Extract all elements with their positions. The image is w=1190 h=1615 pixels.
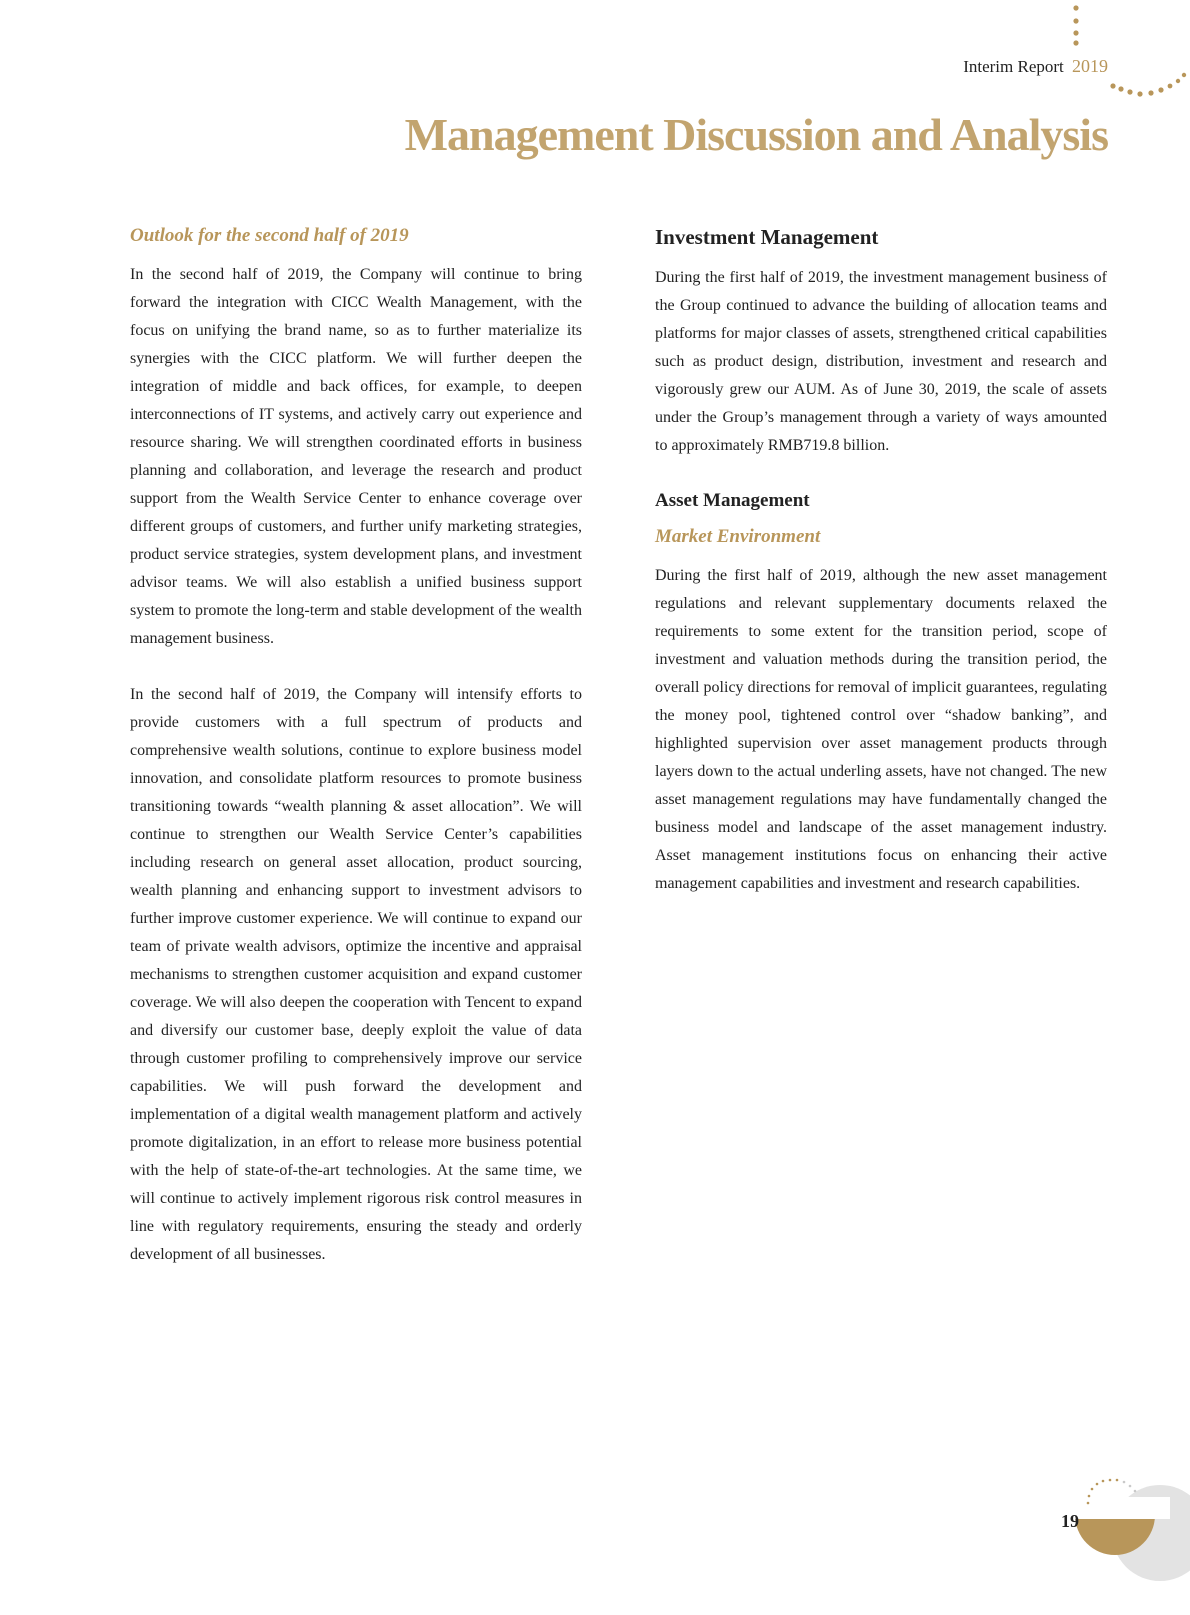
investment-management-heading: Investment Management <box>655 225 879 249</box>
right-column <box>655 225 1107 898</box>
asset-management-paragraph: During the first half of 2019, although the new asset management regulations and relevant supplementary documents relaxed the requirements to some extent for the transition period, scope of investment and valuation methods during the transition period, the overall policy directions for removal of implicit guarantees, regulating the money pool, tightened control over “shadow banking”, and highlighted supervision over asset management products through layers down to the actual underling assets, have not changed. The new asset management regulations may have fundamentally changed the business model and landscape of the asset management industry. Asset management institutions focus on enhancing their active management capabilities and investment and research capabilities. <box>655 567 1107 892</box>
page-corner-decoration <box>1070 1475 1190 1615</box>
left-column <box>130 225 582 1269</box>
asset-management-heading: Asset Management <box>655 490 810 511</box>
page-title: Management Discussion and Analysis <box>404 109 1108 160</box>
report-header <box>963 56 1108 77</box>
report-label: Interim Report <box>963 57 1064 76</box>
investment-management-paragraph: During the first half of 2019, the investment management business of the Group continued to advance the building of allocation teams and platforms for major classes of assets, strengthened critical capabilities such as product design, distribution, investment and research and vigorously grew our AUM. As of June 30, 2019, the scale of assets under the Group’s management through a variety of ways amounted to approximately RMB719.8 billion. <box>655 269 1107 454</box>
market-environment-subheading: Market Environment <box>655 526 821 547</box>
page-number: 19 <box>1061 1511 1079 1531</box>
dotted-arc-decoration <box>1060 0 1190 110</box>
outlook-paragraph-1: In the second half of 2019, the Company will continue to bring forward the integration with CICC Wealth Management, with the focus on unifying the brand name, so as to further materialize its synergies with the CICC platform. We will further deepen the integration of middle and back offices, for example, to deepen interconnections of IT systems, and actively carry out experience and resource sharing. We will strengthen coordinated efforts in business planning and collaboration, and leverage the research and product support from the Wealth Service Center to enhance coverage over different groups of customers, and further unify marketing strategies, product service strategies, system development plans, and investment advisor teams. We will also establish a unified business support system to promote the long-term and stable development of the wealth management business. <box>130 266 582 647</box>
report-year: 2019 <box>1072 56 1108 76</box>
outlook-paragraph-2: In the second half of 2019, the Company will intensify efforts to provide customers with a full spectrum of products and comprehensive wealth solutions, continue to explore business model innovation, and consolidate platform resources to promote business transitioning towards “wealth planning & asset allocation”. We will continue to strengthen our Wealth Service Center’s capabilities including research on general asset allocation, product sourcing, wealth planning and enhancing support to investment advisors to further improve customer experience. We will continue to expand our team of private wealth advisors, optimize the incentive and appraisal mechanisms to strengthen customer acquisition and expand customer coverage. We will also deepen the cooperation with Tencent to expand and diversify our customer base, deeply exploit the value of data through customer profiling to comprehensively improve our service capabilities. We will push forward the development and implementation of a digital wealth management platform and actively promote digitalization, in an effort to release more business potential with the help of state-of-the-art technologies. At the same time, we will continue to actively implement rigorous risk control measures in line with regulatory requirements, ensuring the steady and orderly development of all businesses. <box>130 686 582 1263</box>
outlook-subheading: Outlook for the second half of 2019 <box>130 225 409 246</box>
